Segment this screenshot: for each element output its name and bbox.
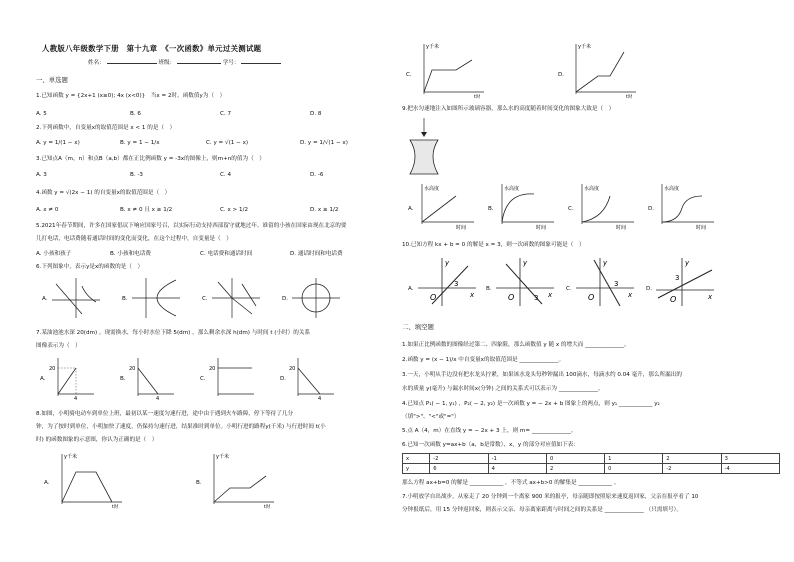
svg-text:O: O [588, 293, 595, 302]
svg-text:3: 3 [675, 274, 680, 282]
svg-text:水高度: 水高度 [664, 186, 680, 192]
q3-option-c: C. 4 [220, 172, 232, 178]
q8-label-a: A. [44, 480, 50, 486]
class-blank[interactable] [177, 63, 221, 64]
svg-text:t时: t时 [264, 505, 271, 510]
fill-q3-line1: 3.一天，小明从手边没有把水龙头拧紧，如果该水龙头每秒钟漏出 100滴水，每滴水约 0.04 毫升，那么所漏出的 [402, 372, 682, 378]
svg-text:20: 20 [129, 366, 136, 372]
svg-text:y: y [445, 259, 450, 267]
q9-label-d: D. [648, 206, 655, 212]
q6-graph-a [52, 276, 102, 320]
q1-option-b: B. 6 [130, 111, 141, 117]
q9-text: 9.把水匀速地注入如图所示玻璃容器，那么水的高度随着时间变化的图象大致是（ ） [402, 106, 615, 112]
q10-label-b: B. [486, 286, 492, 292]
q2-option-a: A. y = 1/(1 − x) [36, 140, 80, 146]
svg-text:3: 3 [534, 294, 539, 302]
table-cell: x [403, 454, 430, 464]
q10-graph-b [494, 256, 556, 308]
q7-graph-d [290, 356, 336, 400]
fill-q1: 1.如果正比例函数的图像经过第二、四象限，那么函数值 y 随 x 的增大而 ______________。 [402, 342, 630, 348]
q7-label-a: A. [40, 376, 46, 382]
q2-option-b: B. y = 1 − 1/x [120, 140, 160, 146]
svg-text:O: O [508, 293, 515, 302]
q6-graph-d [292, 276, 342, 320]
svg-text:水高度: 水高度 [424, 186, 440, 192]
svg-text:20: 20 [289, 366, 296, 372]
table-cell: 2 [663, 454, 721, 464]
q4-option-d: D. x ≥ 1/2 [310, 207, 339, 213]
q1-option-a: A. 5 [36, 111, 47, 117]
q10-graph-c [574, 256, 636, 308]
id-label: 学号： [222, 60, 240, 66]
q8-label-c: C. [406, 72, 412, 78]
q3-option-d: D. -6 [310, 172, 324, 178]
q3-text: 3.已知点A（m，n）和点B（a,b）都在正比例函数 y = -3x的图像上，则m+n的值为（ ） [36, 156, 265, 162]
q7-graph-a [50, 356, 96, 400]
section-heading-fill-in: 二、填空题 [402, 323, 434, 331]
svg-text:水高度: 水高度 [584, 186, 600, 192]
fill-q2: 2.函数 y = (x − 1)/x 中自变量x的取值范围是 ______________。 [402, 357, 565, 363]
table-cell: -4 [721, 464, 779, 474]
table-row [403, 454, 780, 464]
q9-container-icon [404, 118, 444, 178]
q5-option-b: B. 小孩和电话费 [110, 251, 151, 257]
q8-label-b: B. [196, 480, 202, 486]
fill-q4-line2: （填">"、"<"或"="） [402, 414, 460, 420]
q10-graph-d [654, 256, 716, 308]
student-info-line [88, 60, 281, 67]
q2-option-c: C. y = √(1 − x) [206, 140, 249, 146]
svg-text:y千米: y千米 [216, 454, 229, 460]
q8-text-line3: 时) 的函数图象的示意图，你认为正确的是（ ） [36, 437, 158, 443]
svg-text:t时: t时 [626, 95, 633, 100]
svg-text:20: 20 [49, 366, 56, 372]
q4-option-a: A. x ≠ 0 [36, 207, 59, 213]
svg-text:y千米: y千米 [64, 454, 77, 460]
table-cell: 1 [605, 454, 663, 464]
q5-option-a: A. 小孩和孩子 [36, 251, 72, 257]
q4-option-c: C. x > 1/2 [220, 207, 249, 213]
table-row [403, 464, 780, 474]
q7-text-line1: 7.某油池池水深 20(dm) ，现需换水，每小时水位下降 5(dm) ，那么剩余水深 h(dm) 与时间 t (小时）的关系 [36, 330, 311, 336]
table-cell: 0 [605, 464, 663, 474]
q10-label-c: C. [566, 286, 572, 292]
q7-graph-c [210, 356, 256, 400]
q5-option-d: D. 通话时间和电话费 [290, 251, 343, 257]
fill-q3-line2: 水的质量 y(毫升) 与漏水时间x(分钟) 之间的关系式可以表示为 ______________。 [402, 386, 604, 392]
svg-text:t时: t时 [474, 95, 481, 100]
q6-graph-b [132, 276, 182, 320]
q8-graph-b [208, 450, 278, 510]
q6-text: 6.下列图象中，表示y是x的函数的是（ ） [36, 264, 144, 270]
q6-label-c: C. [202, 296, 208, 302]
q3-option-a: A. 3 [36, 172, 47, 178]
table-cell: 0 [546, 454, 604, 464]
table-cell: -1 [488, 454, 546, 464]
q7-label-c: C. [200, 376, 206, 382]
q9-label-b: B. [488, 206, 494, 212]
q3-option-b: B. -3 [130, 172, 143, 178]
q8-text-line2: 钟，为了按时到单位，小明加快了速度，仍保持匀速行进，结果准时到单位。小明行进的路程y(千米) 与行进时间 t(小 [36, 424, 326, 430]
q9-graph-b [496, 182, 556, 230]
svg-text:y: y [603, 259, 608, 267]
q6-label-b: B. [122, 296, 128, 302]
svg-text:x: x [628, 291, 633, 299]
q8-graph-c [418, 40, 490, 100]
svg-text:t时: t时 [112, 505, 119, 510]
svg-text:时间: 时间 [616, 225, 627, 231]
svg-text:y千米: y千米 [426, 44, 439, 50]
svg-text:x: x [548, 291, 553, 299]
q6-label-a: A. [42, 296, 48, 302]
fill-q6: 6.已知一次函数 y=ax+b（a，b是常数），x，y 的部分对应值如下表： [402, 442, 579, 448]
table-cell: -2 [663, 464, 721, 474]
q7-label-b: B. [120, 376, 126, 382]
svg-text:x: x [708, 293, 713, 301]
q9-label-a: A. [408, 206, 414, 212]
q10-label-d: D. [646, 286, 653, 292]
table-cell: 4 [488, 464, 546, 474]
svg-text:时间: 时间 [456, 225, 467, 231]
q7-label-d: D. [280, 376, 287, 382]
q8-text-line1: 8.如图，小明骑电动车到单位上班，最初以某一速度匀速行进，途中由于遇到火车路障，停下等待了几分 [36, 411, 294, 417]
svg-text:O: O [430, 293, 437, 302]
svg-text:3: 3 [454, 280, 459, 288]
q8-graph-d [570, 40, 642, 100]
fill-q7-line1: 7.小明放学自出战步，从家走了 20 分钟到一个离家 900 米的报亭，母亲随即按照原来速度返回家，父亲在报亭看了 10 [402, 494, 699, 500]
fill-q7-line2: 分钟报纸后，用 15 分钟返回家，则表示父亲、母亲离家距离与时间之间的关系是 ______________ （只需填号）。 [402, 507, 682, 513]
q7-text-line2: 图像表示为（ ） [36, 343, 81, 349]
page-title: 人教版八年级数学下册 第十九章 《一次函数》单元过关测试题 [42, 44, 262, 53]
fill-q6-tail: 那么方程 ax+b=0 的解是 ____________ ，不等式 ax+b>0 的解集是 ____________ 。 [402, 480, 620, 486]
svg-text:4: 4 [318, 396, 322, 402]
table-cell: 6 [430, 464, 488, 474]
q6-graph-c [212, 276, 262, 320]
class-label: 班级： [158, 60, 176, 66]
q9-graph-c [576, 182, 636, 230]
svg-text:4: 4 [156, 396, 160, 402]
q4-option-b: B. x ≠ 0 且 x ≥ 1/2 [120, 207, 173, 213]
q9-graph-d [656, 182, 716, 230]
q1-option-d: D. 8 [310, 111, 322, 117]
name-blank[interactable] [107, 63, 157, 64]
table-cell: 2 [546, 464, 604, 474]
q6-label-d: D. [282, 296, 289, 302]
svg-text:x: x [470, 291, 475, 299]
q9-label-c: C. [568, 206, 574, 212]
q5-option-c: C. 电话费和通话时间 [200, 251, 253, 257]
q9-graph-a [416, 182, 476, 230]
q8-label-d: D. [558, 72, 565, 78]
svg-text:4: 4 [74, 396, 78, 402]
svg-text:水高度: 水高度 [504, 186, 520, 192]
fill-q5: 5.点 A（4，m）在直线 y = − 2x + 3 上，则 m= ______________。 [402, 428, 577, 434]
svg-text:y千米: y千米 [578, 44, 591, 50]
q4-text: 4.函数 y = √(2x − 1) 的自变量x的取值范围是（ ） [36, 190, 171, 196]
svg-text:y: y [685, 259, 690, 267]
table-cell: -2 [430, 454, 488, 464]
value-table [402, 453, 780, 474]
svg-text:20: 20 [209, 366, 216, 372]
q1-text: 1.已知函数 y = {2x+1 (x≥0); 4x (x<0)} 当x = 2时，函数值y为（ ） [36, 93, 226, 99]
svg-text:3: 3 [614, 280, 619, 288]
svg-text:时间: 时间 [536, 225, 547, 231]
q10-text: 10.已知方程 kx + b = 0 的解是 x = 3，则一次函数的图象可能是（ ） [402, 242, 585, 248]
q1-option-c: C. 7 [220, 111, 232, 117]
table-cell: 3 [721, 454, 779, 464]
section-heading-single-choice: 一、单选题 [36, 76, 68, 84]
svg-text:O: O [670, 295, 677, 304]
q8-graph-a [56, 450, 126, 510]
q2-text: 2.下列函数中，自变量x的取值范围是 x < 1 的是（ ） [36, 125, 176, 131]
q10-label-a: A. [408, 286, 414, 292]
fill-q4-line1: 4.已知点 P₁( − 1, y₁) ，P₂( − 2, y₂) 是一次函数 y = − 2x + b 图象上的两点，则 y₁ ____________ y₂ [402, 401, 660, 407]
svg-text:y: y [523, 259, 528, 267]
q5-text-line2: 儿打电话，电话费随着通话时间的变化而变化，在这个过程中，自变量是（ ） [36, 236, 232, 242]
q2-option-d: D. y = 1/√(1 − x) [300, 140, 348, 146]
name-label: 姓名： [88, 60, 105, 66]
q5-text-line1: 5.2021年春节期间，许多在国家倡议下响应国家号召，以实际行动支持西部留守就地过年。谁留的小孩在国家由现在北京的要 [36, 223, 347, 229]
table-cell: y [403, 464, 430, 474]
svg-text:时间: 时间 [696, 225, 707, 231]
id-blank[interactable] [241, 63, 281, 64]
q10-graph-a [416, 256, 478, 308]
q7-graph-b [130, 356, 176, 400]
